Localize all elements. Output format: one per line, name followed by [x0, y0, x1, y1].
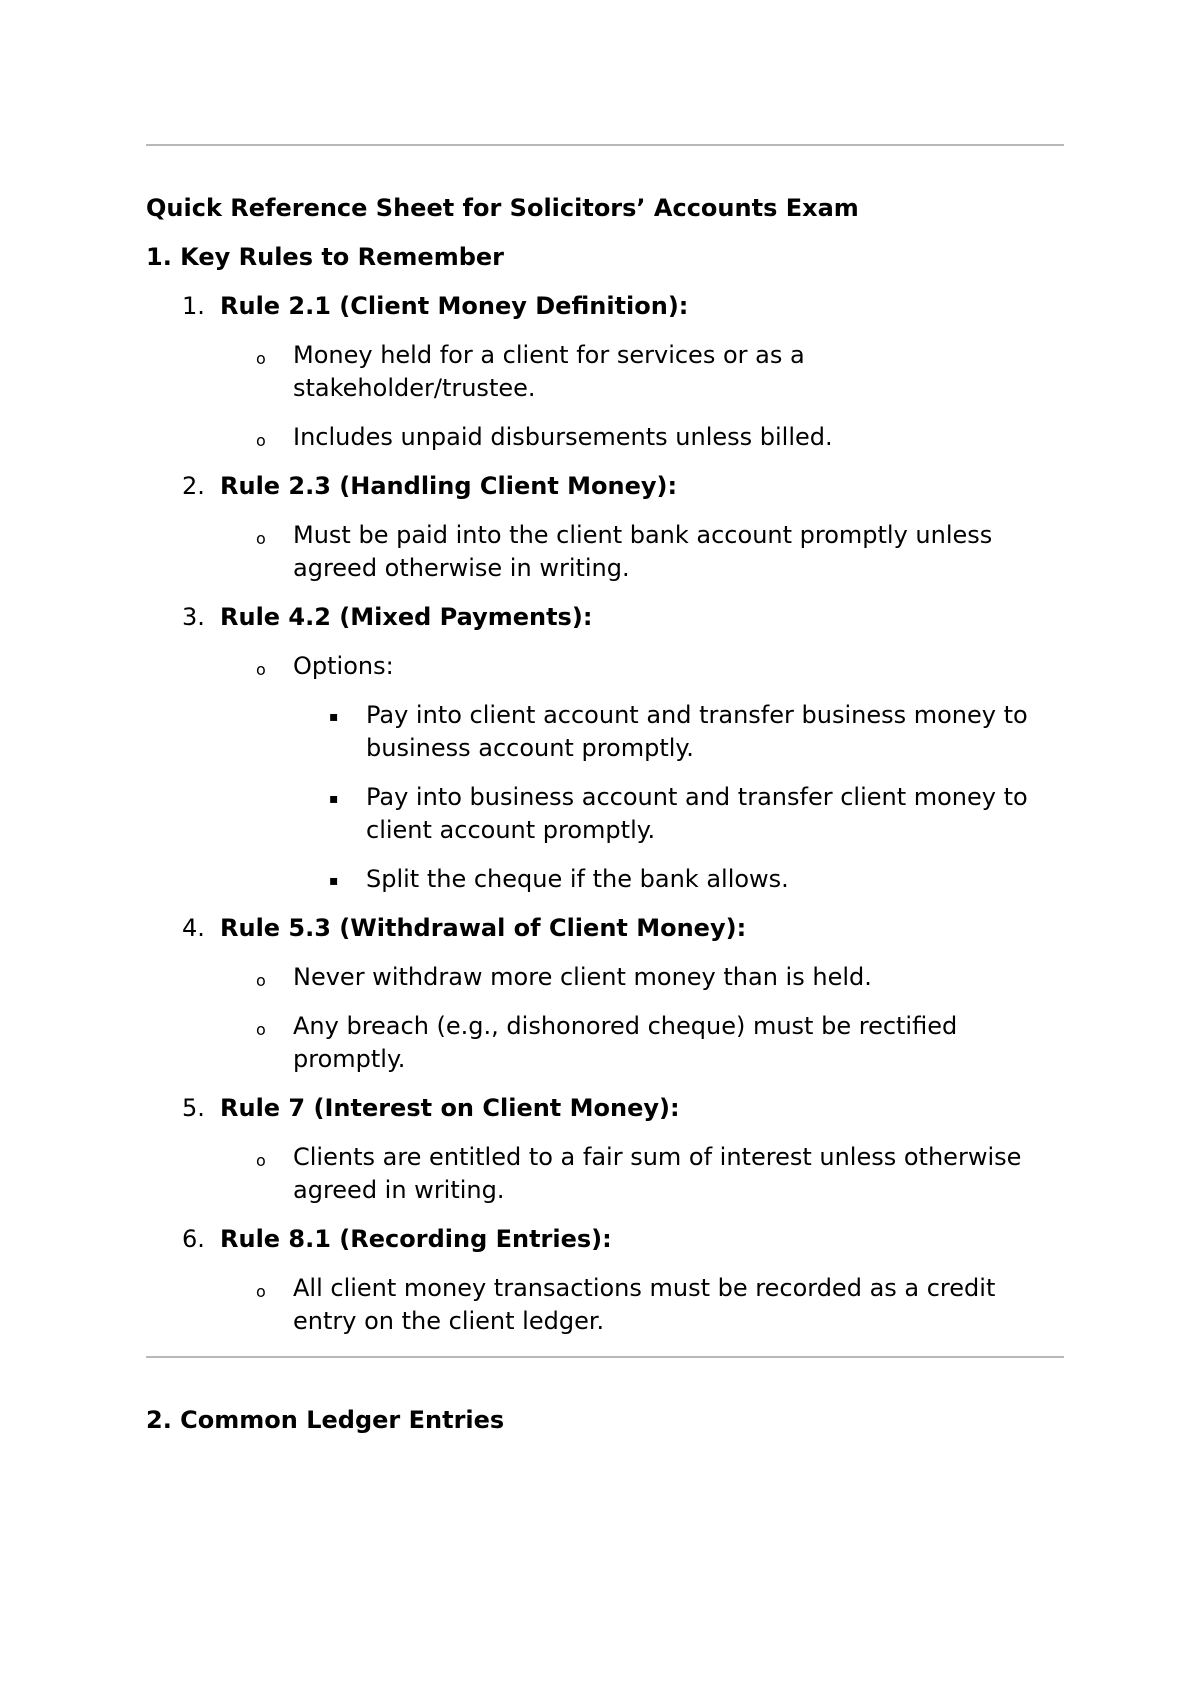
rule-number: 4.	[182, 914, 205, 942]
rule-points-list	[146, 961, 1064, 1076]
hollow-circle-bullet-icon: o	[256, 529, 266, 548]
rule-heading	[146, 912, 1064, 945]
section-heading-ledger-entries: 2. Common Ledger Entries	[146, 1406, 505, 1434]
rule-title: Rule 5.3 (Withdrawal of Client Money):	[220, 914, 747, 942]
rule-number: 5.	[182, 1094, 205, 1122]
rule-subpoint	[293, 699, 1046, 765]
rule-subpoint-text: Pay into client account and transfer business money to business account promptly.	[366, 701, 1028, 762]
rule-point	[146, 1141, 1033, 1207]
rule-point-text: Any breach (e.g., dishonored cheque) must be rectified promptly.	[293, 1012, 958, 1073]
rule-point-text: Must be paid into the client bank account promptly unless agreed otherwise in writing.	[293, 521, 993, 582]
rules-list	[146, 290, 1064, 1354]
rule-number: 2.	[182, 472, 205, 500]
rule-point-text: Options:	[293, 652, 394, 680]
rule-item	[146, 290, 1064, 454]
rule-points-list	[146, 519, 1064, 585]
section-heading-key-rules: 1. Key Rules to Remember	[146, 243, 504, 271]
rule-heading	[146, 601, 1064, 634]
rule-title: Rule 4.2 (Mixed Payments):	[220, 603, 593, 631]
horizontal-divider-middle	[146, 1356, 1064, 1358]
rule-number: 1.	[182, 292, 205, 320]
document-page	[146, 0, 1064, 1696]
rule-subpoint-text: Split the cheque if the bank allows.	[366, 865, 789, 893]
rule-point	[146, 961, 1033, 994]
square-bullet-icon: ▪	[329, 873, 339, 889]
rule-point	[146, 650, 1033, 896]
rule-point	[146, 1010, 1033, 1076]
rule-point	[146, 339, 1033, 405]
rule-point-text: Never withdraw more client money than is held.	[293, 963, 872, 991]
rule-number: 6.	[182, 1225, 205, 1253]
rule-point-text: Money held for a client for services or as a stakeholder/trustee.	[293, 341, 805, 402]
hollow-circle-bullet-icon: o	[256, 349, 266, 368]
rule-title: Rule 7 (Interest on Client Money):	[220, 1094, 680, 1122]
rule-item	[146, 912, 1064, 1076]
rule-heading	[146, 1223, 1064, 1256]
rule-points-list	[146, 1272, 1064, 1338]
rule-title: Rule 2.3 (Handling Client Money):	[220, 472, 678, 500]
rule-item	[146, 470, 1064, 585]
rule-heading	[146, 1092, 1064, 1125]
rule-points-list	[146, 339, 1064, 454]
square-bullet-icon: ▪	[329, 791, 339, 807]
rule-subpoints-list	[293, 699, 1033, 896]
rule-point	[146, 421, 1033, 454]
horizontal-divider-top	[146, 144, 1064, 146]
rule-point-text: All client money transactions must be recorded as a credit entry on the client ledger.	[293, 1274, 996, 1335]
rule-subpoint	[293, 781, 1046, 847]
rule-item	[146, 1092, 1064, 1207]
hollow-circle-bullet-icon: o	[256, 431, 266, 450]
rule-subpoint-text: Pay into business account and transfer client money to client account promptly.	[366, 783, 1028, 844]
rule-number: 3.	[182, 603, 205, 631]
rule-subpoint	[293, 863, 1046, 896]
hollow-circle-bullet-icon: o	[256, 1020, 266, 1039]
rule-item	[146, 601, 1064, 896]
rule-point	[146, 1272, 1033, 1338]
rule-point-text: Clients are entitled to a fair sum of interest unless otherwise agreed in writing.	[293, 1143, 1022, 1204]
hollow-circle-bullet-icon: o	[256, 660, 266, 679]
rule-item	[146, 1223, 1064, 1338]
document-title: Quick Reference Sheet for Solicitors’ Accounts Exam	[146, 194, 859, 222]
rule-points-list	[146, 1141, 1064, 1207]
rule-point-text: Includes unpaid disbursements unless billed.	[293, 423, 833, 451]
rule-title: Rule 2.1 (Client Money Definition):	[220, 292, 689, 320]
rule-points-list	[146, 650, 1064, 896]
rule-point	[146, 519, 1033, 585]
hollow-circle-bullet-icon: o	[256, 1282, 266, 1301]
square-bullet-icon: ▪	[329, 709, 339, 725]
rule-heading	[146, 470, 1064, 503]
rule-title: Rule 8.1 (Recording Entries):	[220, 1225, 612, 1253]
hollow-circle-bullet-icon: o	[256, 971, 266, 990]
rule-heading	[146, 290, 1064, 323]
hollow-circle-bullet-icon: o	[256, 1151, 266, 1170]
